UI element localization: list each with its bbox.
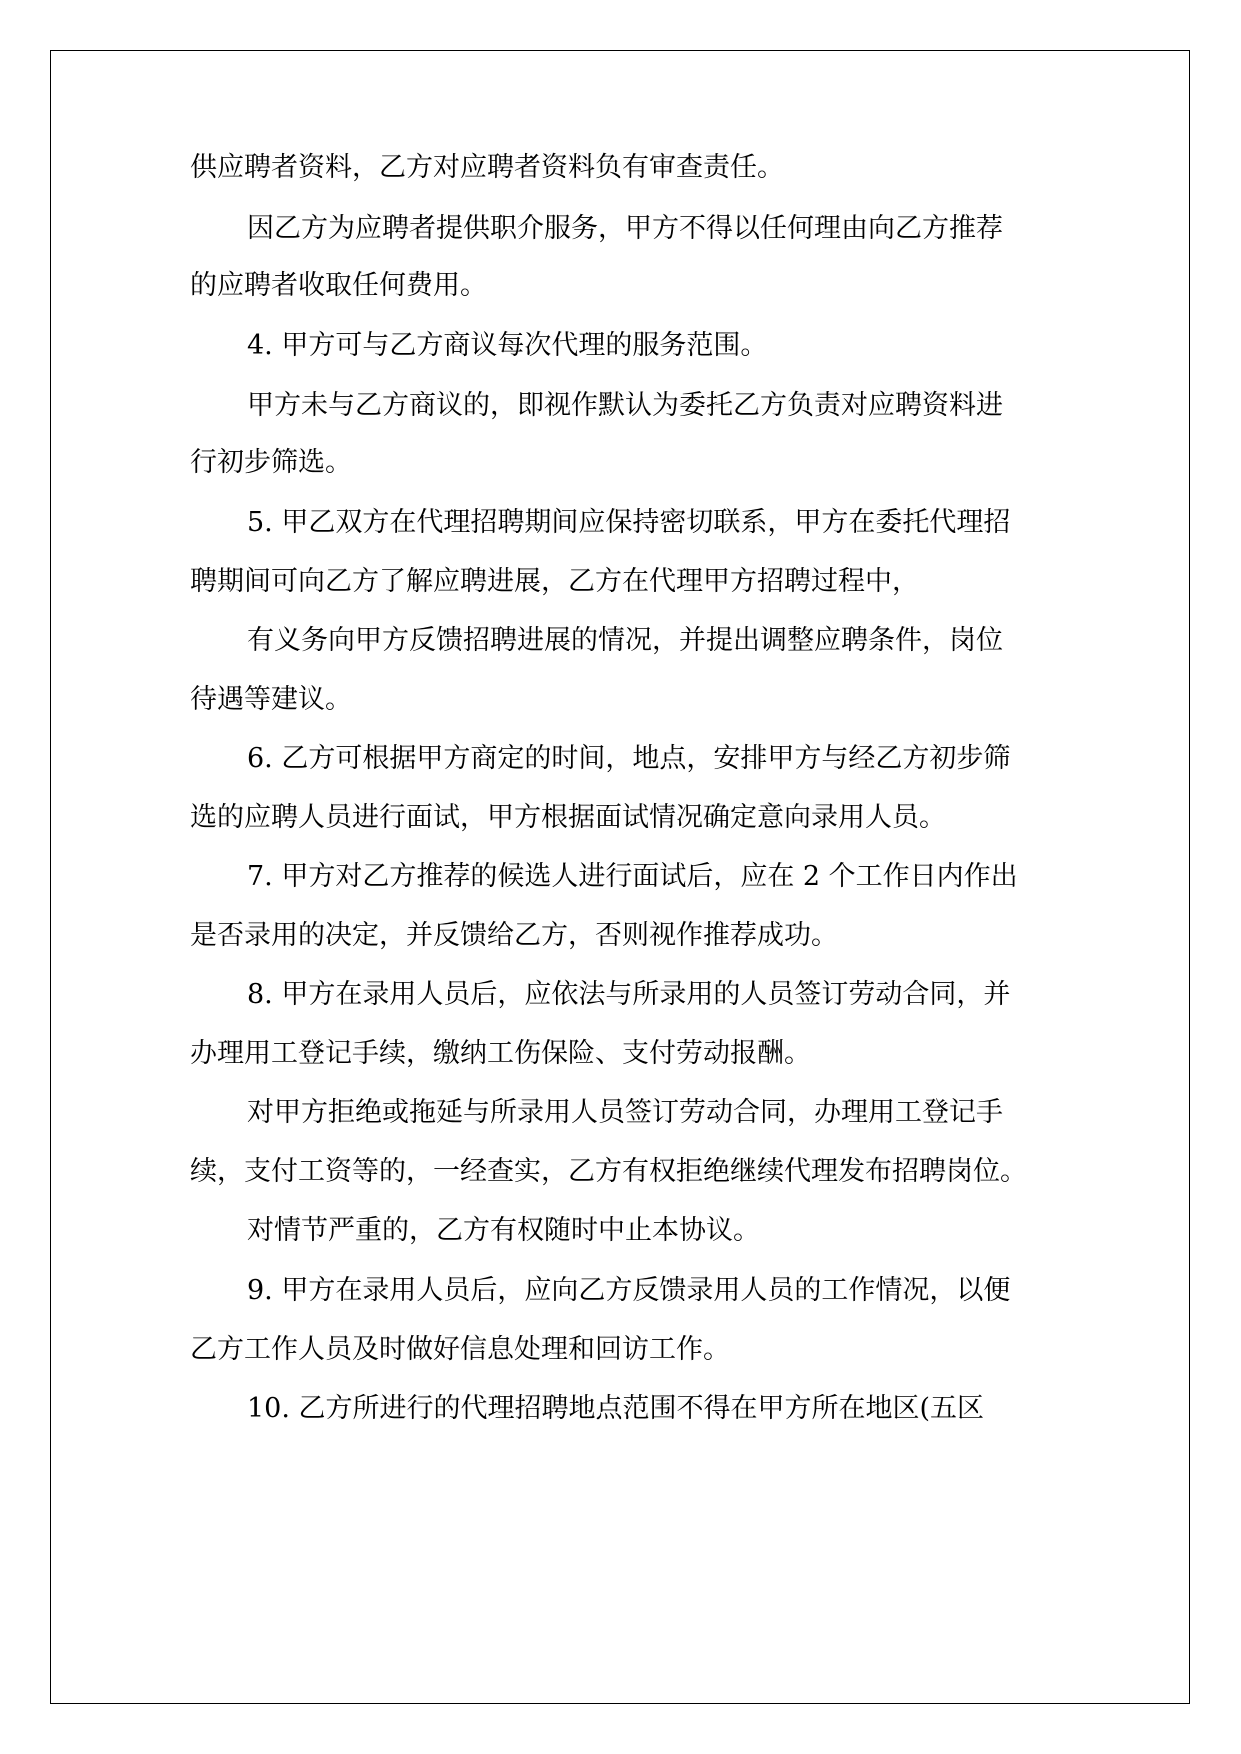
text-line: 9. 甲方在录用人员后，应向乙方反馈录用人员的工作情况，以便 [247, 1275, 1011, 1306]
text-line: 乙方工作人员及时做好信息处理和回访工作。 [190, 1334, 730, 1365]
text-line: 办理用工登记手续，缴纳工伤保险、支付劳动报酬。 [190, 1038, 811, 1069]
text-line: 甲方未与乙方商议的，即视作默认为委托乙方负责对应聘资料进 [247, 390, 1003, 421]
text-line: 有义务向甲方反馈招聘进展的情况，并提出调整应聘条件，岗位 [247, 625, 1003, 656]
text-line: 行初步筛选。 [190, 447, 352, 478]
text-line: 聘期间可向乙方了解应聘进展，乙方在代理甲方招聘过程中， [190, 566, 919, 597]
text-line: 供应聘者资料，乙方对应聘者资料负有审查责任。 [190, 152, 784, 183]
text-line: 对甲方拒绝或拖延与所录用人员签订劳动合同，办理用工登记手 [247, 1097, 1003, 1128]
text-line: 5. 甲乙双方在代理招聘期间应保持密切联系，甲方在委托代理招 [247, 507, 1011, 538]
text-line: 4. 甲方可与乙方商议每次代理的服务范围。 [247, 330, 768, 361]
text-line: 10. 乙方所进行的代理招聘地点范围不得在甲方所在地区(五区 [247, 1393, 985, 1424]
text-line: 8. 甲方在录用人员后，应依法与所录用的人员签订劳动合同，并 [247, 979, 1011, 1010]
text-line: 对情节严重的，乙方有权随时中止本协议。 [247, 1215, 760, 1246]
text-line: 的应聘者收取任何费用。 [190, 270, 487, 301]
text-line: 是否录用的决定，并反馈给乙方，否则视作推荐成功。 [190, 920, 838, 951]
text-line: 因乙方为应聘者提供职介服务，甲方不得以任何理由向乙方推荐 [247, 213, 1003, 244]
text-line: 续，支付工资等的，一经查实，乙方有权拒绝继续代理发布招聘岗位。 [190, 1156, 1027, 1187]
text-line: 6. 乙方可根据甲方商定的时间，地点，安排甲方与经乙方初步筛 [247, 743, 1011, 774]
text-line: 7. 甲方对乙方推荐的候选人进行面试后，应在 2 个工作日内作出 [247, 861, 1018, 892]
text-line: 待遇等建议。 [190, 684, 352, 715]
text-line: 选的应聘人员进行面试，甲方根据面试情况确定意向录用人员。 [190, 802, 946, 833]
